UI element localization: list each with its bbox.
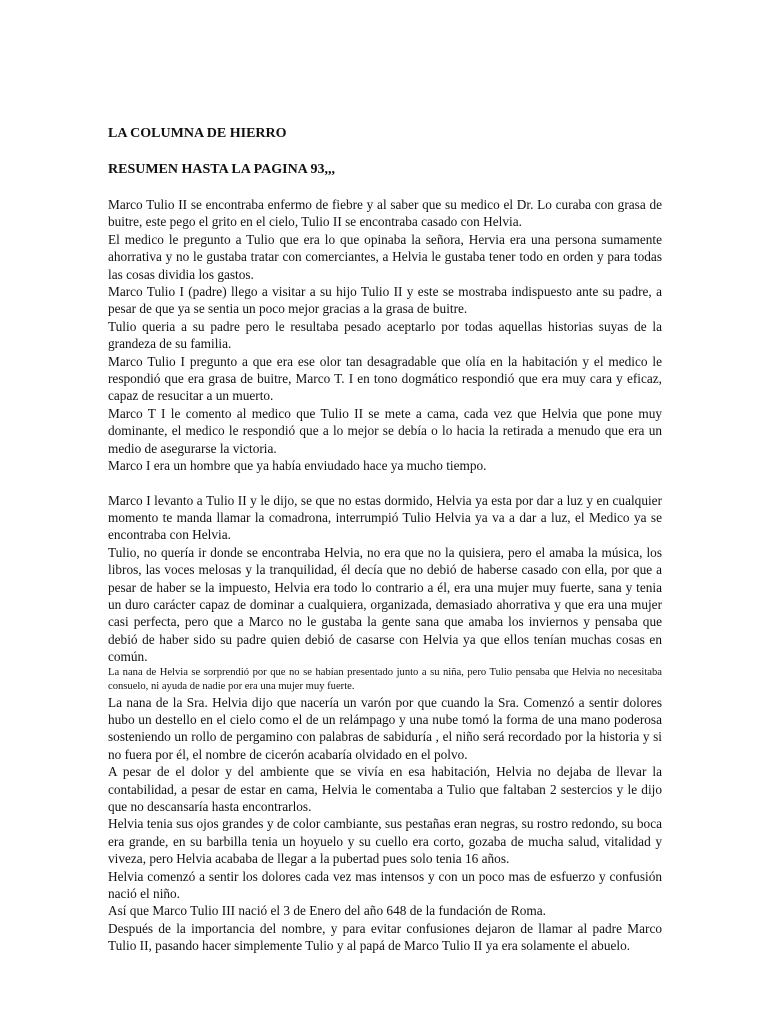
paragraph: Helvia tenia sus ojos grandes y de color cambiante, sus pestañas eran negras, su rostro redondo, su boca era grande, en su barbilla tenia un hoyuelo y su cuello era corto, gozaba de mucha salud, vitalidad y viveza, pero Helvia acababa de llegar a la pubertad pues solo tenia 16 años.: [108, 816, 662, 867]
document-title: LA COLUMNA DE HIERRO: [108, 126, 287, 141]
paragraph: Tulio queria a su padre pero le resultaba pesado aceptarlo por todas aquellas historias suyas de la grandeza de su familia.: [108, 318, 662, 352]
document-subtitle: RESUMEN HASTA LA PAGINA 93,,,: [108, 162, 336, 177]
document-page: [108, 124, 662, 955]
paragraph: A pesar de el dolor y del ambiente que se vivía en esa habitación, Helvia no dejaba de llevar la contabilidad, a pesar de estar en cama, Helvia le comentaba a Tulio que faltaban 2 sestercios y le dijo que no descansaría hasta encontrarlos.: [108, 764, 662, 814]
paragraph: Marco Tulio I pregunto a que era ese olor tan desagradable que olía en la habitación y el medico le respondió que era grasa de buitre, Marco T. I en tono dogmático respondió que era muy cara y eficaz, capaz de resucitar a un muerto.: [108, 353, 662, 404]
paragraph: Tulio, no quería ir donde se encontraba Helvia, no era que no la quisiera, pero el amaba la música, los libros, las voces melosas y la tranquilidad, él decía que no debió de haberse casado con ella, por que a pesar de haber se la impuesto, Helvia era todo lo contrario a él, era una mujer muy fuerte, sana y tenia un duro carácter capaz de dominar a cualquiera, organizada, demasiado ahorrativa y que era una mujer casi perfecta, pero que a Marco no le gustaba la gente sana que amaba los inviernos y pensaba que debió de haber sido su padre quien debió de casarse con Helvia ya que ellos tenían muchas cosas en común.: [108, 544, 662, 665]
document-body: [108, 196, 662, 955]
paragraph: Después de la importancia del nombre, y para evitar confusiones dejaron de llamar al padre Marco Tulio II, pasando hacer simplemente Tulio y al papá de Marco Tulio II ya era solamente el abuelo.: [108, 920, 662, 954]
paragraph: Marco Tulio I (padre) llego a visitar a su hijo Tulio II y este se mostraba indispuesto ante su padre, a pesar de que ya se sentia un poco mejor gracias a la grasa de buitre.: [108, 284, 662, 317]
paragraph-small: La nana de Helvia se sorprendió por que no se habían presentado junto a su niña, pero Tulio pensaba que Helvia no necesitaba consuelo, ni ayuda de nadie por era una mujer muy fuerte.: [108, 666, 662, 692]
paragraph: Marco T I le comento al medico que Tulio II se mete a cama, cada vez que Helvia que pone muy dominante, el medico le respondió que a lo mejor se debía o lo hacia la retirada a menudo que era un medio de asegurarse la victoria.: [108, 405, 662, 456]
paragraph: El medico le pregunto a Tulio que era lo que opinaba la señora, Hervia era una persona sumamente ahorrativa y no le gustaba tratar con comerciantes, a Helvia le gustaba tener todo en orden y para todas las cosas dividia los gastos.: [108, 231, 662, 282]
paragraph: Helvia comenzó a sentir los dolores cada vez mas intensos y con un poco mas de esfuerzo y confusión nació el niño.: [108, 868, 662, 902]
paragraph: La nana de la Sra. Helvia dijo que nacería un varón por que cuando la Sra. Comenzó a sentir dolores hubo un destello en el cielo como el de un relámpago y una nube tomó la forma de una mano poderosa sosteniendo un rollo de pergamino con palabras de sabiduría , el niño será recordado por la historia y si no fuera por él, el nombre de cicerón acabaría olvidado en el polvo.: [108, 694, 662, 762]
paragraph: Así que Marco Tulio III nació el 3 de Enero del año 648 de la fundación de Roma.: [108, 903, 546, 919]
paragraph: Marco Tulio II se encontraba enfermo de fiebre y al saber que su medico el Dr. Lo curaba con grasa de buitre, este pego el grito en el cielo, Tulio II se encontraba casado con Helvia.: [108, 197, 662, 230]
paragraph: Marco I levanto a Tulio II y le dijo, se que no estas dormido, Helvia ya esta por dar a luz y en cualquier momento te manda llamar la comadrona, interrumpió Tulio Helvia ya va a dar a luz, el Medico ya se encontraba con Helvia.: [108, 492, 662, 543]
paragraph: Marco I era un hombre que ya había enviudado hace ya mucho tiempo.: [108, 458, 487, 474]
